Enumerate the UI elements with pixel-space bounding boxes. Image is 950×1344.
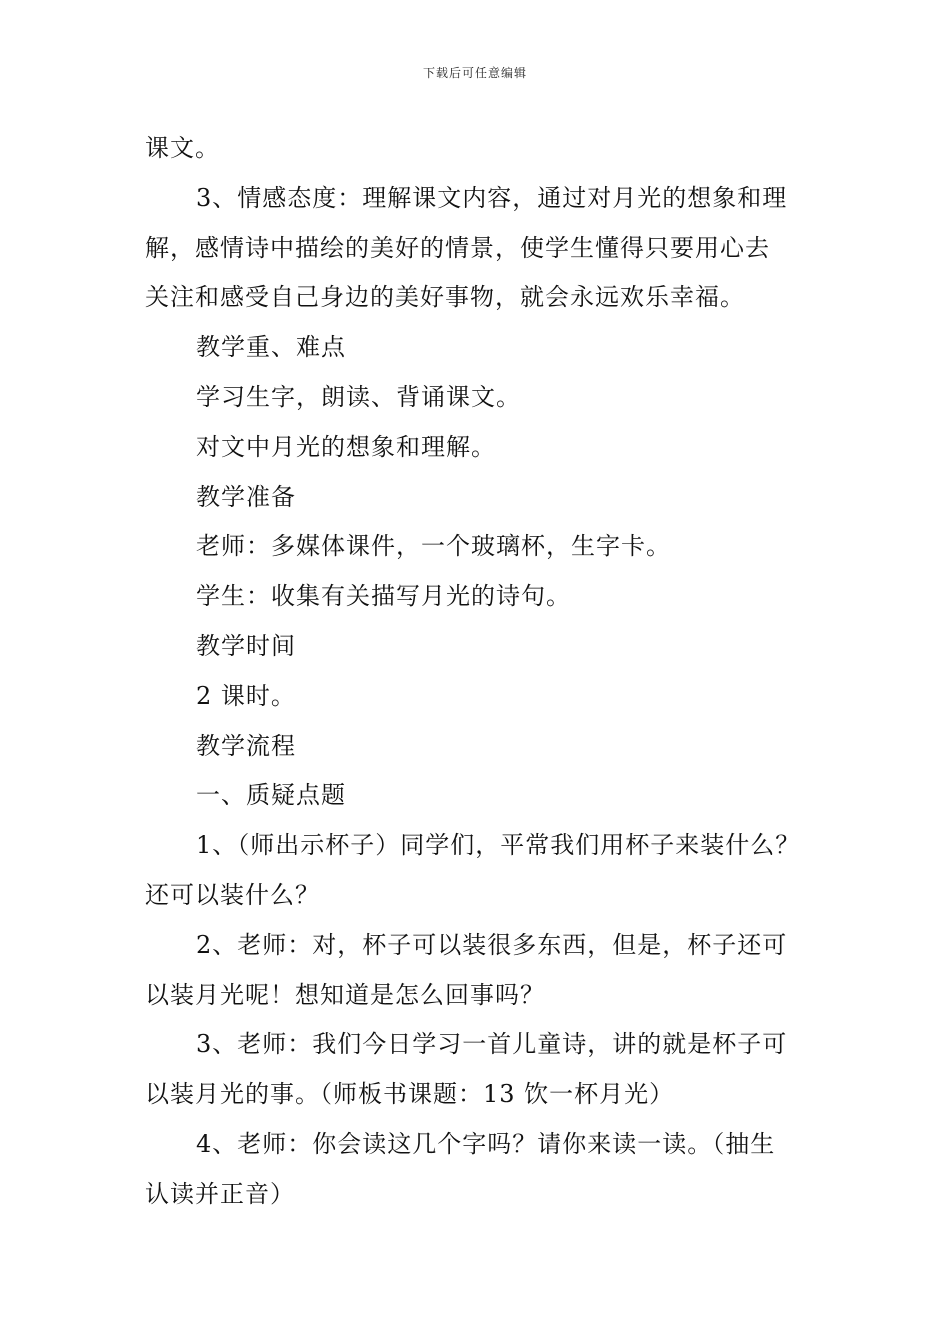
text-line: 关注和感受自己身边的美好事物，就会永远欢乐幸福。 (145, 283, 745, 312)
text-line: 4、老师：你会读这几个字吗？请你来读一读。（抽生 (196, 1129, 776, 1158)
section-heading: 教学流程 (196, 731, 296, 760)
page-header: 下载后可任意编辑 (422, 66, 527, 80)
section-heading: 教学重、难点 (196, 333, 346, 362)
text-line: 课文。 (145, 134, 220, 162)
text-line: 认读并正音） (145, 1179, 295, 1208)
document-body (145, 124, 815, 1220)
section-heading: 教学准备 (196, 482, 296, 511)
text-line: 以装月光的事。（师板书课题：13 饮一杯月光） (145, 1080, 675, 1109)
text-line: 2、老师：对，杯子可以装很多东西，但是，杯子还可 (196, 930, 788, 959)
text-line: 2 课时。 (196, 681, 296, 710)
text-line: 老师：多媒体课件，一个玻璃杯，生字卡。 (196, 532, 671, 561)
text-line: 3、情感态度：理解课文内容，通过对月光的想象和理 (196, 183, 788, 212)
text-line: 对文中月光的想象和理解。 (196, 432, 496, 461)
text-line: 学生：收集有关描写月光的诗句。 (196, 582, 571, 611)
text-line: 还可以装什么？ (145, 880, 320, 909)
text-line: 3、老师：我们今日学习一首儿童诗，讲的就是杯子可 (196, 1030, 788, 1059)
text-line: 1、（师出示杯子）同学们，平常我们用杯子来装什么？ (196, 831, 801, 860)
section-heading: 一、质疑点题 (196, 781, 346, 810)
text-line: 以装月光呢！想知道是怎么回事吗？ (145, 980, 545, 1009)
section-heading: 教学时间 (196, 631, 296, 660)
text-line: 学习生字，朗读、背诵课文。 (196, 382, 521, 411)
text-line: 解，感情诗中描绘的美好的情景，使学生懂得只要用心去 (145, 233, 770, 262)
